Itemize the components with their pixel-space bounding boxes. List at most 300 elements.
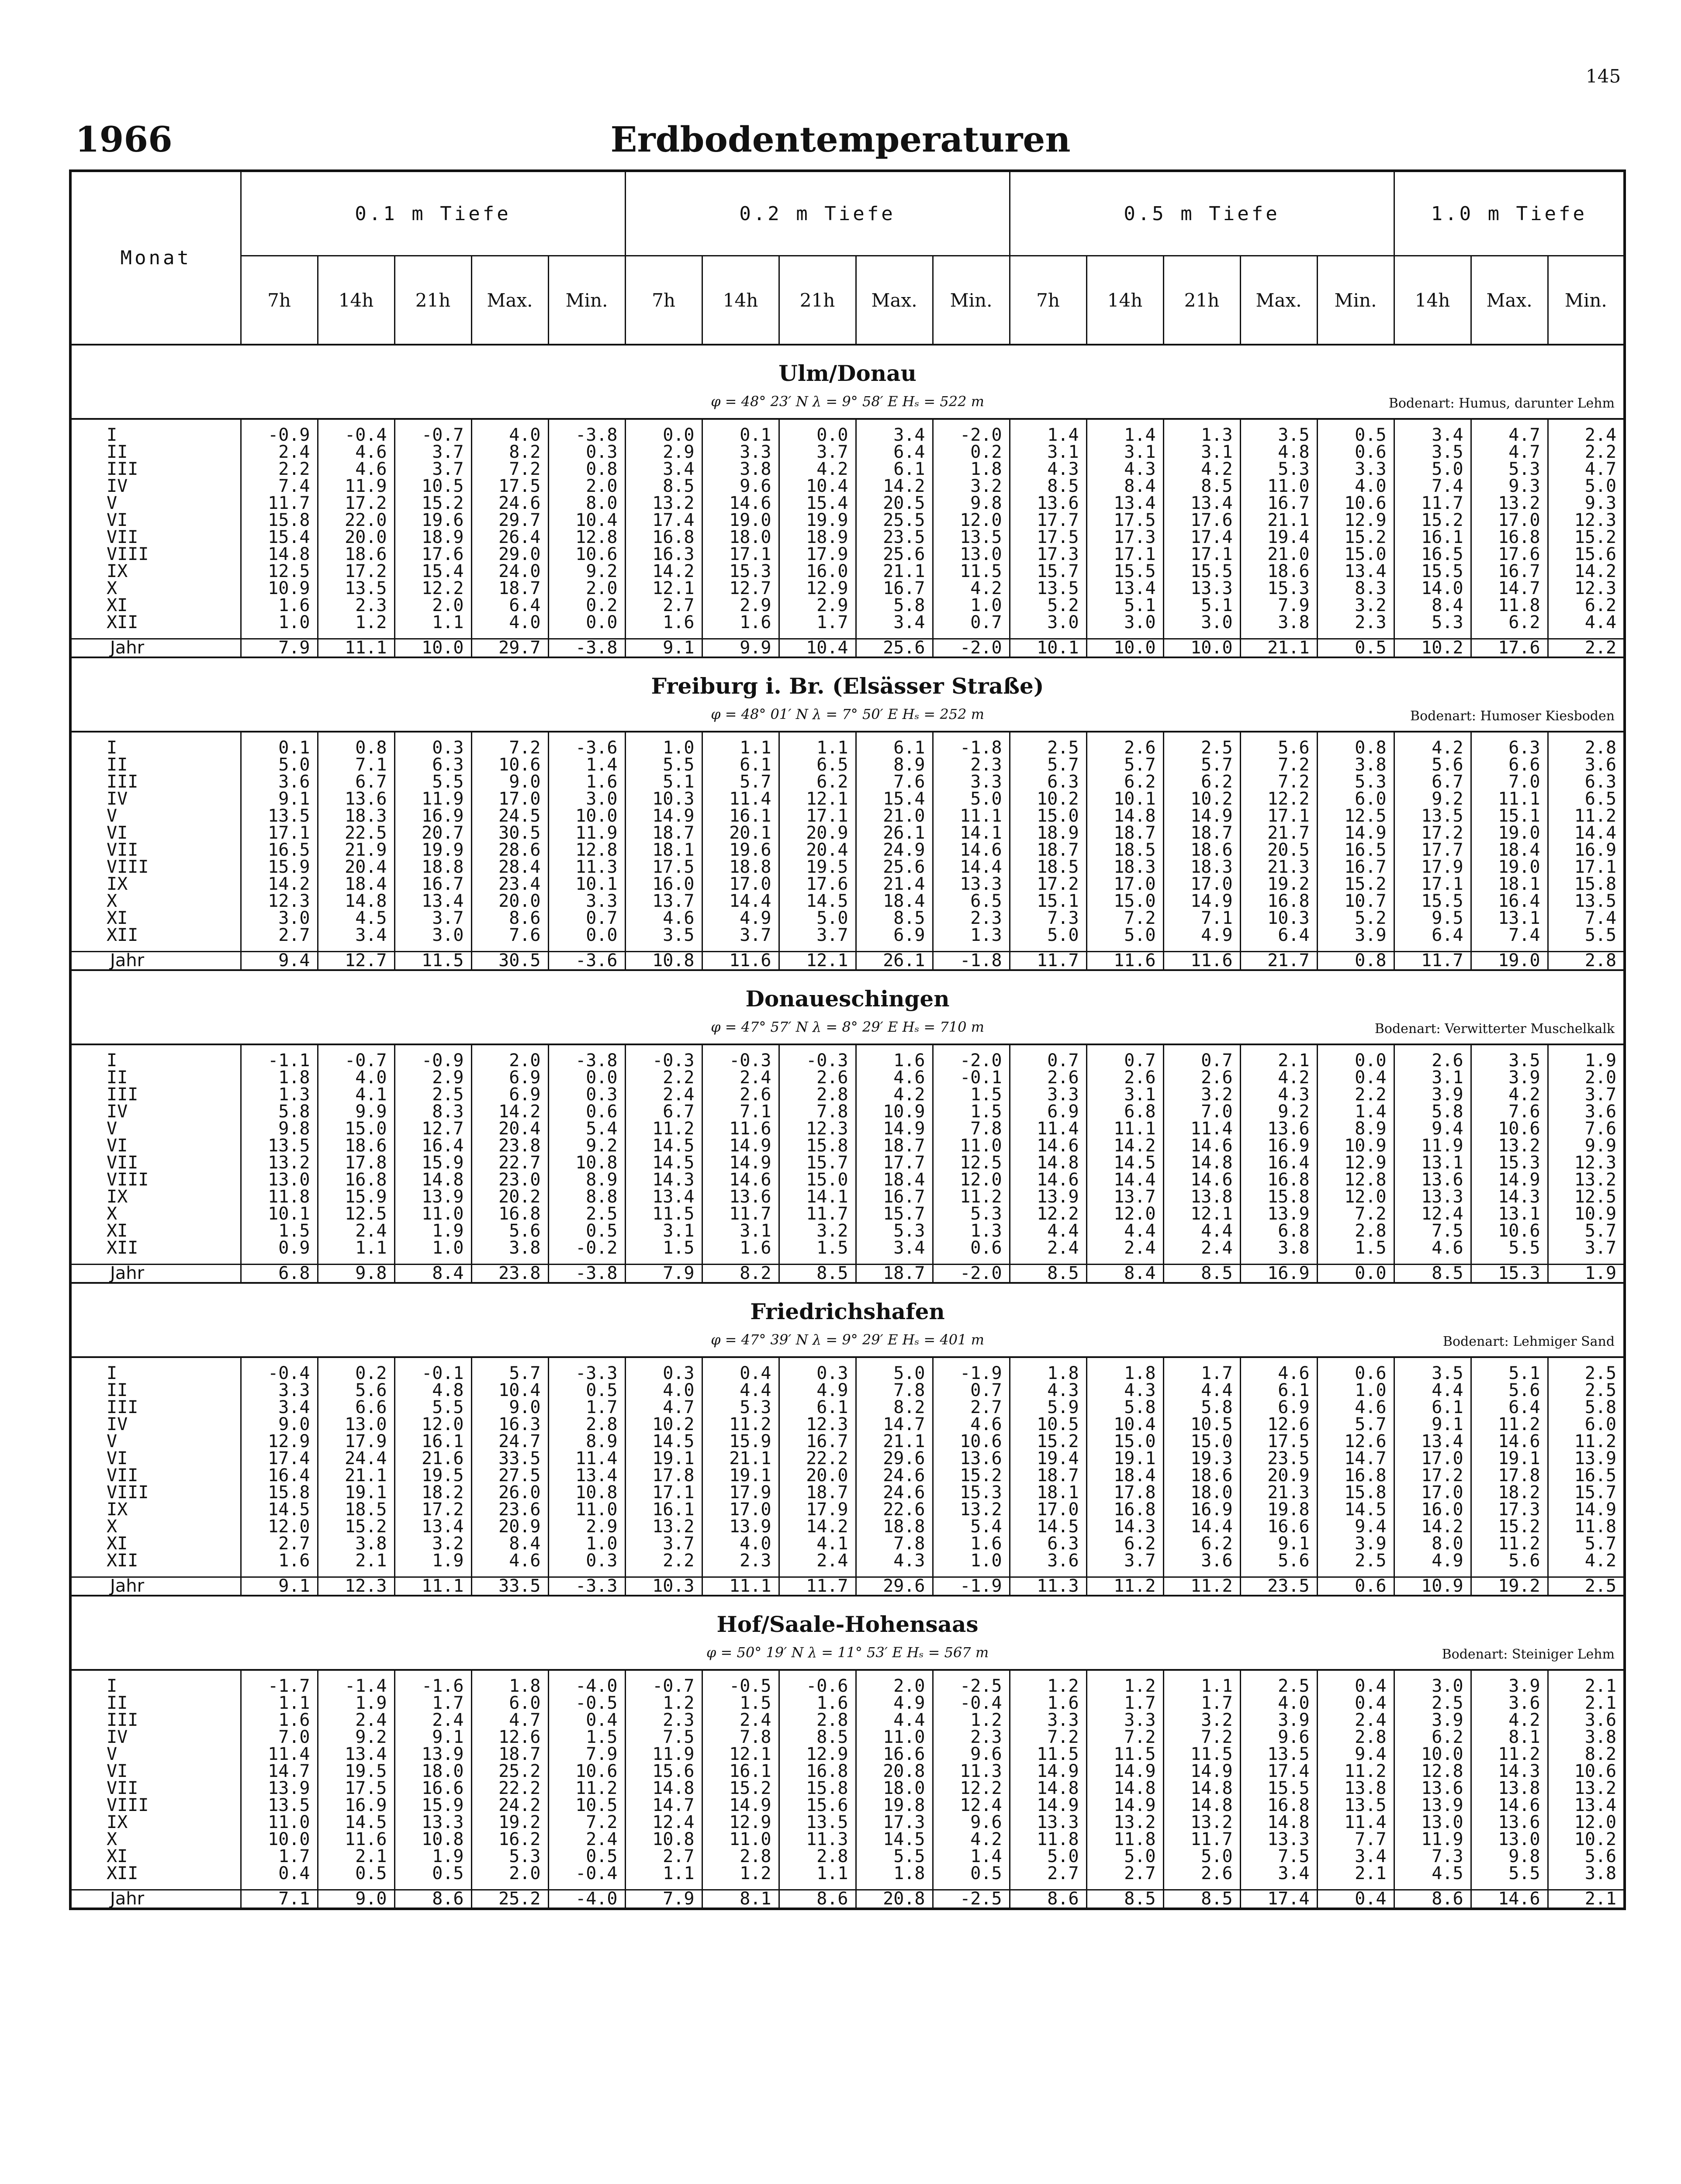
temperature-cell: 2.4 (1548, 419, 1625, 444)
temperature-cell: 6.8 (241, 1265, 318, 1283)
temperature-cell: 19.4 (1240, 529, 1317, 546)
temperature-cell: 14.7 (625, 1797, 702, 1814)
temperature-cell: 5.3 (856, 1223, 933, 1240)
temperature-cell: 10.8 (548, 1154, 625, 1171)
temperature-cell: 7.9 (241, 639, 318, 658)
temperature-cell: 11.4 (1317, 1814, 1394, 1831)
temperature-cell: 15.8 (779, 1780, 856, 1797)
temperature-cell: 18.8 (394, 859, 471, 876)
temperature-cell: -3.3 (548, 1577, 625, 1596)
table-row (70, 1695, 1625, 1712)
temperature-cell: 25.6 (856, 546, 933, 563)
temperature-cell: 4.6 (1317, 1399, 1394, 1416)
temperature-cell: 3.7 (1086, 1552, 1163, 1577)
temperature-cell: 5.0 (1394, 461, 1471, 478)
temperature-cell: 0.4 (241, 1865, 318, 1890)
temperature-cell: 2.3 (702, 1552, 779, 1577)
temperature-cell: 2.4 (394, 1712, 471, 1729)
temperature-cell: 22.6 (856, 1501, 933, 1518)
table-row (70, 1865, 1625, 1890)
temperature-cell: 2.7 (625, 597, 702, 614)
temperature-cell: 14.9 (1317, 825, 1394, 842)
temperature-cell: 8.5 (1010, 478, 1086, 495)
temperature-cell: 2.4 (702, 1069, 779, 1086)
temperature-cell: 20.0 (779, 1467, 856, 1484)
temperature-cell: 14.9 (702, 1154, 779, 1171)
temperature-cell: 3.2 (1317, 597, 1394, 614)
temperature-cell: 4.4 (1394, 1382, 1471, 1399)
temperature-cell: 14.1 (933, 825, 1010, 842)
temperature-cell: 1.2 (1010, 1670, 1086, 1695)
temperature-cell: 11.2 (702, 1416, 779, 1433)
temperature-cell: 2.9 (779, 597, 856, 614)
temperature-cell: 13.3 (394, 1814, 471, 1831)
temperature-cell: 2.7 (1010, 1865, 1086, 1890)
temperature-cell: 3.8 (471, 1240, 548, 1265)
temperature-cell: 17.5 (1010, 529, 1086, 546)
temperature-cell: 1.9 (394, 1848, 471, 1865)
temperature-cell: 11.6 (1086, 952, 1163, 971)
month-label: VI (70, 1137, 241, 1154)
temperature-cell: 17.3 (1471, 1501, 1548, 1518)
temperature-cell: 18.5 (1010, 859, 1086, 876)
temperature-cell: 1.3 (1163, 419, 1240, 444)
temperature-cell: 4.0 (1317, 478, 1394, 495)
temperature-cell: 5.3 (1394, 614, 1471, 639)
temperature-cell: 19.8 (1240, 1501, 1317, 1518)
temperature-cell: 13.6 (702, 1189, 779, 1206)
temperature-cell: 1.1 (394, 614, 471, 639)
temperature-cell: 14.9 (702, 1137, 779, 1154)
temperature-cell: 8.9 (548, 1433, 625, 1450)
temperature-cell: -2.0 (933, 1265, 1010, 1283)
temperature-cell: 10.4 (779, 639, 856, 658)
temperature-cell: -0.9 (394, 1044, 471, 1069)
temperature-cell: 12.6 (1317, 1433, 1394, 1450)
temperature-cell: 11.2 (1471, 1416, 1548, 1433)
table-row (70, 1814, 1625, 1831)
temperature-cell: 0.2 (318, 1357, 394, 1382)
temperature-cell: 14.5 (625, 1433, 702, 1450)
temperature-cell: 17.7 (856, 1154, 933, 1171)
temperature-cell: 10.5 (394, 478, 471, 495)
temperature-cell: 9.9 (702, 639, 779, 658)
temperature-cell: 3.9 (1317, 1535, 1394, 1552)
temperature-cell: 14.2 (625, 563, 702, 580)
temperature-cell: 12.9 (702, 1814, 779, 1831)
temperature-cell: 11.0 (933, 1137, 1010, 1154)
temperature-cell: 14.4 (933, 859, 1010, 876)
station-coordinates: φ = 48° 01′ N λ = 7° 50′ E Hₛ = 252 m (711, 705, 984, 722)
temperature-cell: 22.7 (471, 1154, 548, 1171)
temperature-cell: -0.3 (702, 1044, 779, 1069)
temperature-cell: 0.5 (548, 1848, 625, 1865)
temperature-cell: 14.7 (856, 1416, 933, 1433)
temperature-cell: 15.0 (779, 1171, 856, 1189)
temperature-cell: 0.0 (548, 1069, 625, 1086)
station-header-row (70, 657, 1625, 732)
temperature-cell: 1.6 (1010, 1695, 1086, 1712)
temperature-cell: 11.3 (779, 1831, 856, 1848)
temperature-cell: 13.7 (1086, 1189, 1163, 1206)
temperature-cell: 5.5 (1548, 927, 1625, 952)
station-name: Ulm/Donau (778, 360, 917, 386)
temperature-cell: 5.7 (1086, 757, 1163, 774)
temperature-cell: 0.0 (779, 419, 856, 444)
temperature-cell: 13.8 (1317, 1780, 1394, 1797)
temperature-cell: 19.2 (471, 1814, 548, 1831)
temperature-cell: 1.2 (318, 614, 394, 639)
temperature-cell: 2.4 (702, 1712, 779, 1729)
temperature-cell: 8.4 (1394, 597, 1471, 614)
temperature-cell: 17.8 (1086, 1484, 1163, 1501)
temperature-cell: 13.5 (1548, 893, 1625, 910)
temperature-cell: 14.7 (1471, 580, 1548, 597)
temperature-cell: 16.8 (1317, 1467, 1394, 1484)
temperature-cell: 13.1 (1394, 1154, 1471, 1171)
temperature-cell: 3.7 (394, 461, 471, 478)
temperature-cell: 29.7 (471, 512, 548, 529)
temperature-cell: 1.6 (241, 1712, 318, 1729)
temperature-cell: 0.4 (1317, 1890, 1394, 1909)
temperature-cell: 10.3 (625, 791, 702, 808)
temperature-cell: 3.1 (1086, 1086, 1163, 1103)
temperature-cell: 12.8 (548, 842, 625, 859)
temperature-cell: 14.8 (394, 1171, 471, 1189)
month-label: X (70, 580, 241, 597)
temperature-cell: 13.6 (1010, 495, 1086, 512)
temperature-cell: 19.1 (1471, 1450, 1548, 1467)
temperature-cell: 8.2 (471, 444, 548, 461)
temperature-cell: 14.6 (1471, 1797, 1548, 1814)
temperature-cell: 5.0 (856, 1357, 933, 1382)
temperature-cell: 1.6 (625, 614, 702, 639)
temperature-cell: 13.6 (1240, 1120, 1317, 1137)
temperature-cell: 21.7 (1240, 952, 1317, 971)
temperature-cell: 10.0 (1086, 639, 1163, 658)
temperature-cell: 15.0 (1086, 1433, 1163, 1450)
month-label: X (70, 893, 241, 910)
temperature-cell: 10.4 (779, 478, 856, 495)
table-row (70, 546, 1625, 563)
temperature-cell: 6.4 (1394, 927, 1471, 952)
temperature-cell: 7.2 (1163, 1729, 1240, 1746)
temperature-cell: 5.0 (1086, 1848, 1163, 1865)
temperature-cell: 11.1 (394, 1577, 471, 1596)
temperature-cell: 13.8 (1163, 1189, 1240, 1206)
temperature-cell: 12.1 (779, 952, 856, 971)
temperature-cell: 13.4 (625, 1189, 702, 1206)
table-row (70, 1552, 1625, 1577)
temperature-cell: 20.1 (702, 825, 779, 842)
temperature-cell: 9.6 (1240, 1729, 1317, 1746)
temperature-cell: 3.3 (1010, 1086, 1086, 1103)
temperature-cell: 12.3 (241, 893, 318, 910)
temperature-cell: 17.4 (1163, 529, 1240, 546)
temperature-cell: 12.5 (933, 1154, 1010, 1171)
temperature-cell: 3.6 (1010, 1552, 1086, 1577)
temperature-cell: 15.8 (1240, 1189, 1317, 1206)
temperature-cell: 13.0 (1394, 1814, 1471, 1831)
temperature-cell: 15.8 (241, 1484, 318, 1501)
temperature-cell: 14.6 (933, 842, 1010, 859)
temperature-cell: 19.1 (318, 1484, 394, 1501)
temperature-cell: 18.7 (1010, 842, 1086, 859)
temperature-cell: 2.7 (241, 927, 318, 952)
temperature-cell: 18.3 (1086, 859, 1163, 876)
month-label: II (70, 1695, 241, 1712)
temperature-cell: 5.6 (1394, 757, 1471, 774)
station-header-row (70, 1596, 1625, 1670)
temperature-cell: 14.6 (702, 495, 779, 512)
temperature-cell: 19.5 (394, 1467, 471, 1484)
temperature-cell: -0.5 (548, 1695, 625, 1712)
temperature-cell: 4.4 (1163, 1382, 1240, 1399)
temperature-cell: -0.5 (702, 1670, 779, 1695)
temperature-cell: 17.0 (1394, 1450, 1471, 1467)
temperature-cell: 1.8 (856, 1865, 933, 1890)
temperature-cell: 18.8 (856, 1518, 933, 1535)
temperature-cell: 4.7 (1471, 444, 1548, 461)
temperature-cell: 13.6 (318, 791, 394, 808)
month-label: VI (70, 825, 241, 842)
temperature-cell: 14.3 (1471, 1763, 1548, 1780)
temperature-cell: -0.4 (318, 419, 394, 444)
month-label: I (70, 419, 241, 444)
station-soil-type: Bodenart: Verwitterter Muschelkalk (1374, 1021, 1615, 1037)
table-row (70, 732, 1625, 757)
temperature-cell: 3.7 (625, 1535, 702, 1552)
temperature-cell: 13.2 (1471, 1137, 1548, 1154)
temperature-cell: 7.5 (625, 1729, 702, 1746)
temperature-cell: 13.5 (1240, 1746, 1317, 1763)
temperature-cell: 2.5 (1548, 1357, 1625, 1382)
temperature-cell: 8.5 (779, 1265, 856, 1283)
month-label: VII (70, 1467, 241, 1484)
temperature-cell: 0.3 (779, 1357, 856, 1382)
temperature-cell: 1.6 (702, 614, 779, 639)
temperature-cell: 14.5 (779, 893, 856, 910)
temperature-cell: 14.8 (1010, 1154, 1086, 1171)
temperature-cell: 12.5 (318, 1206, 394, 1223)
temperature-cell: 8.6 (471, 910, 548, 927)
table-row (70, 825, 1625, 842)
table-row (70, 1069, 1625, 1086)
table-row (70, 1044, 1625, 1069)
month-label: IX (70, 1189, 241, 1206)
temperature-cell: 23.5 (856, 529, 933, 546)
temperature-cell: 7.6 (1471, 1103, 1548, 1120)
temperature-cell: 0.3 (548, 1552, 625, 1577)
temperature-cell: 16.9 (1240, 1137, 1317, 1154)
temperature-cell: -0.3 (625, 1044, 702, 1069)
temperature-cell: 15.3 (702, 563, 779, 580)
temperature-cell: 8.2 (1548, 1746, 1625, 1763)
temperature-cell: 12.1 (779, 791, 856, 808)
temperature-cell: 5.3 (1471, 461, 1548, 478)
temperature-cell: 17.2 (1394, 1467, 1471, 1484)
temperature-cell: 2.6 (1163, 1069, 1240, 1086)
temperature-cell: 17.1 (1548, 859, 1625, 876)
temperature-cell: 17.5 (318, 1780, 394, 1797)
temperature-cell: 0.5 (548, 1382, 625, 1399)
temperature-cell: 16.8 (779, 1763, 856, 1780)
month-label: II (70, 444, 241, 461)
temperature-cell: 12.7 (702, 580, 779, 597)
temperature-cell: 10.4 (548, 512, 625, 529)
temperature-cell: 6.9 (1240, 1399, 1317, 1416)
temperature-cell: 0.7 (1010, 1044, 1086, 1069)
month-label: XI (70, 597, 241, 614)
temperature-cell: 24.6 (856, 1484, 933, 1501)
temperature-cell: 12.6 (1240, 1416, 1317, 1433)
temperature-cell: 3.4 (1394, 419, 1471, 444)
temperature-cell: 12.9 (779, 1746, 856, 1763)
temperature-cell: 15.2 (933, 1467, 1010, 1484)
column-header: Max. (1471, 256, 1548, 345)
temperature-cell: 15.2 (1317, 529, 1394, 546)
temperature-cell: 11.4 (1010, 1120, 1086, 1137)
station-name: Hof/Saale-Hohensaas (716, 1611, 979, 1637)
temperature-cell: 13.4 (1394, 1433, 1471, 1450)
table-row (70, 419, 1625, 444)
column-header: Max. (856, 256, 933, 345)
table-row (70, 774, 1625, 791)
temperature-cell: 1.5 (779, 1240, 856, 1265)
temperature-cell: 21.1 (702, 1450, 779, 1467)
temperature-cell: 30.5 (471, 825, 548, 842)
temperature-cell: 12.0 (933, 512, 1010, 529)
temperature-cell: 5.6 (471, 1223, 548, 1240)
temperature-cell: 1.2 (933, 1712, 1010, 1729)
temperature-cell: 11.0 (856, 1729, 933, 1746)
table-row (70, 478, 1625, 495)
temperature-cell: -0.4 (241, 1357, 318, 1382)
temperature-cell: -4.0 (548, 1890, 625, 1909)
temperature-cell: 15.9 (394, 1797, 471, 1814)
temperature-cell: 2.5 (1394, 1695, 1471, 1712)
temperature-cell: 2.0 (471, 1865, 548, 1890)
temperature-cell: 14.9 (1010, 1763, 1086, 1780)
temperature-cell: 24.6 (856, 1467, 933, 1484)
station-soil-type: Bodenart: Humoser Kiesboden (1410, 708, 1615, 724)
temperature-cell: 9.8 (1471, 1848, 1548, 1865)
month-label: VIII (70, 1797, 241, 1814)
station-soil-type: Bodenart: Humus, darunter Lehm (1388, 396, 1615, 411)
table-row (70, 1780, 1625, 1797)
temperature-cell: 10.5 (1010, 1416, 1086, 1433)
temperature-cell: 3.2 (779, 1223, 856, 1240)
temperature-cell: 9.4 (1317, 1518, 1394, 1535)
temperature-cell: 4.9 (1163, 927, 1240, 952)
temperature-cell: 4.3 (1086, 461, 1163, 478)
temperature-cell: 4.7 (1548, 461, 1625, 478)
temperature-cell: 6.2 (1163, 1535, 1240, 1552)
temperature-cell: 15.2 (1394, 512, 1471, 529)
temperature-cell: 17.5 (1240, 1433, 1317, 1450)
temperature-cell: 19.4 (1010, 1450, 1086, 1467)
temperature-cell: 4.4 (702, 1382, 779, 1399)
temperature-cell: 4.4 (1163, 1223, 1240, 1240)
temperature-cell: 8.4 (394, 1265, 471, 1283)
temperature-cell: 0.4 (1317, 1695, 1394, 1712)
temperature-cell: 11.2 (625, 1120, 702, 1137)
temperature-cell: 7.6 (856, 774, 933, 791)
temperature-cell: 14.6 (1163, 1171, 1240, 1189)
temperature-cell: 33.5 (471, 1577, 548, 1596)
table-row (70, 1467, 1625, 1484)
temperature-cell: 5.8 (1394, 1103, 1471, 1120)
temperature-cell: 0.4 (702, 1357, 779, 1382)
temperature-cell: 11.1 (702, 1577, 779, 1596)
temperature-cell: 9.3 (1548, 495, 1625, 512)
temperature-cell: 14.0 (1394, 580, 1471, 597)
temperature-cell: 14.2 (779, 1518, 856, 1535)
temperature-cell: 26.4 (471, 529, 548, 546)
temperature-cell: 3.1 (1394, 1069, 1471, 1086)
temperature-cell: 2.8 (1548, 952, 1625, 971)
month-label: V (70, 1120, 241, 1137)
temperature-cell: 12.6 (471, 1729, 548, 1746)
temperature-cell: 14.6 (1471, 1433, 1548, 1450)
temperature-cell: 14.9 (702, 1797, 779, 1814)
temperature-cell: -0.9 (241, 419, 318, 444)
temperature-cell: 11.1 (1086, 1120, 1163, 1137)
temperature-cell: 15.2 (702, 1780, 779, 1797)
temperature-cell: 23.5 (1240, 1450, 1317, 1467)
temperature-cell: 1.8 (471, 1670, 548, 1695)
temperature-cell: 13.3 (1240, 1831, 1317, 1848)
temperature-cell: 16.7 (394, 876, 471, 893)
temperature-cell: 16.8 (1471, 529, 1548, 546)
temperature-cell: 13.3 (933, 876, 1010, 893)
temperature-cell: -0.1 (394, 1357, 471, 1382)
temperature-cell: 6.9 (1010, 1103, 1086, 1120)
temperature-cell: 16.1 (625, 1501, 702, 1518)
temperature-cell: 3.3 (1317, 461, 1394, 478)
temperature-cell: 11.5 (1086, 1746, 1163, 1763)
temperature-cell: 18.7 (856, 1265, 933, 1283)
temperature-cell: 6.5 (779, 757, 856, 774)
temperature-cell: 18.7 (471, 580, 548, 597)
temperature-cell: 1.9 (318, 1695, 394, 1712)
temperature-cell: 7.8 (779, 1103, 856, 1120)
temperature-cell: 1.5 (625, 1240, 702, 1265)
temperature-cell: 2.7 (625, 1848, 702, 1865)
temperature-cell: 0.7 (933, 1382, 1010, 1399)
temperature-cell: 12.0 (1548, 1814, 1625, 1831)
station-header (70, 970, 1625, 1044)
temperature-cell: 15.3 (1471, 1154, 1548, 1171)
temperature-cell: 1.5 (1317, 1240, 1394, 1265)
column-header: Max. (1240, 256, 1317, 345)
temperature-cell: 5.1 (1163, 597, 1240, 614)
year-summary-row (70, 639, 1625, 658)
temperature-cell: 13.9 (1548, 1450, 1625, 1467)
temperature-cell: 2.1 (1317, 1865, 1394, 1890)
temperature-cell: 11.4 (548, 1450, 625, 1467)
temperature-cell: 13.2 (1163, 1814, 1240, 1831)
temperature-cell: 9.2 (318, 1729, 394, 1746)
temperature-cell: 3.9 (1394, 1712, 1471, 1729)
temperature-cell: 14.8 (1086, 808, 1163, 825)
temperature-cell: 18.1 (1471, 876, 1548, 893)
temperature-cell: 3.4 (318, 927, 394, 952)
temperature-cell: 4.1 (779, 1535, 856, 1552)
temperature-cell: 4.4 (1086, 1223, 1163, 1240)
station-header-row (70, 970, 1625, 1044)
temperature-cell: 3.7 (1548, 1086, 1625, 1103)
